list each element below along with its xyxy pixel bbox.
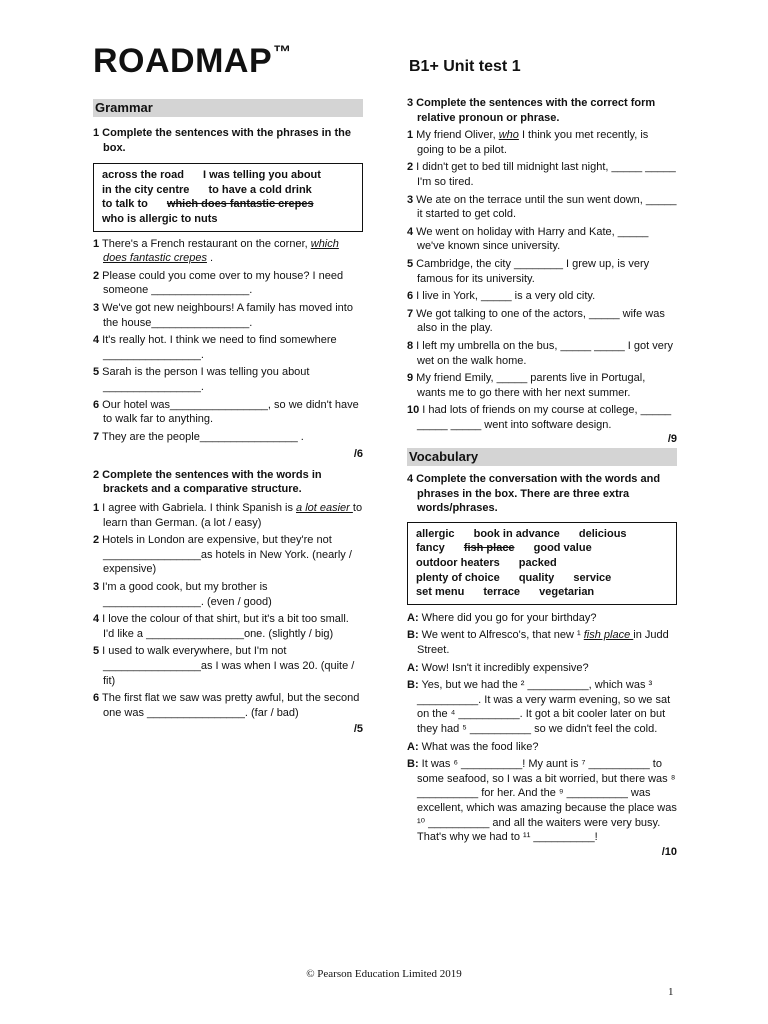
item-number: 1 bbox=[93, 237, 100, 250]
item-text: I think you met recently, is going to be a pilot. bbox=[417, 129, 649, 156]
exercise-item bbox=[407, 128, 677, 157]
exercise-item bbox=[407, 371, 677, 400]
task4-instruction: 4 Complete the conversation with the words and phrases in the box. There are three extra words/phrases. bbox=[407, 473, 661, 515]
item-text: to learn than German. (a lot / easy) bbox=[103, 502, 363, 529]
task2-score: /5 bbox=[353, 723, 363, 736]
exercise-item bbox=[93, 430, 363, 445]
page-number: 1 bbox=[668, 986, 674, 998]
item-text: . bbox=[206, 252, 214, 265]
item-text: We've got new neighbours! A family has moved into the house________________. bbox=[99, 301, 353, 329]
task2-items bbox=[93, 501, 363, 720]
item-text: Cambridge, the city ________ I grew up, is very famous for its university. bbox=[413, 257, 650, 285]
dialogue-line bbox=[407, 611, 677, 626]
item-number: 3 bbox=[93, 581, 100, 594]
item-number: 2 bbox=[93, 534, 100, 547]
box-phrase: fish place bbox=[463, 542, 515, 555]
speaker-label: A: bbox=[407, 740, 419, 753]
dialogue-line bbox=[407, 661, 677, 676]
item-text: I agree with Gabriela. I think Spanish is bbox=[99, 502, 297, 515]
exercise-item bbox=[407, 257, 677, 286]
item-text: The first flat we saw was pretty awful, but the second one was ________________. (far / bad) bbox=[99, 692, 360, 719]
exercise-item bbox=[93, 398, 363, 427]
item-number: 7 bbox=[407, 307, 414, 320]
exercise-item bbox=[93, 533, 363, 577]
item-text: I didn't get to bed till midnight last night, _____ _____ I'm so tired. bbox=[413, 161, 676, 188]
item-number: 3 bbox=[407, 193, 414, 206]
task1-items bbox=[93, 237, 363, 445]
item-text: I live in York, _____ is a very old city. bbox=[413, 290, 596, 303]
dialogue-line bbox=[407, 628, 677, 657]
box-phrase: service bbox=[573, 571, 612, 584]
exercise-item bbox=[407, 289, 677, 304]
speaker-label: A: bbox=[407, 611, 419, 624]
item-number: 4 bbox=[93, 334, 100, 347]
item-number: 8 bbox=[407, 339, 414, 352]
box-phrase: terrace bbox=[483, 586, 521, 599]
item-text: We got talking to one of the actors, _____ wife was also in the play. bbox=[413, 307, 665, 335]
box-phrase: book in advance bbox=[473, 527, 560, 540]
task4-score: /10 bbox=[661, 845, 677, 858]
speaker-label: A: bbox=[407, 661, 419, 674]
item-text: Sarah is the person I was telling you about ________________. bbox=[99, 366, 310, 393]
item-number: 9 bbox=[407, 372, 414, 385]
exercise-item bbox=[93, 580, 363, 609]
item-number: 4 bbox=[93, 613, 100, 626]
dialogue-text: Wow! Isn't it incredibly expensive? bbox=[418, 661, 589, 674]
speaker-label: B: bbox=[407, 679, 419, 692]
task2-instruction: 2 Complete the sentences with the words in brackets and a comparative structure. bbox=[93, 468, 322, 496]
item-number: 10 bbox=[407, 404, 420, 417]
item-text: I love the colour of that shirt, but it's a bit too small. I'd like a ________________one. (slightly / big) bbox=[99, 613, 349, 640]
item-text: Hotels in London are expensive, but they're not ________________as hotels in New York. (nearly / expensive) bbox=[99, 534, 352, 576]
box-phrase: quality bbox=[518, 571, 555, 584]
example-answer: fish place bbox=[583, 629, 634, 642]
item-number: 6 bbox=[407, 290, 414, 303]
box-phrase: to talk to bbox=[102, 198, 148, 211]
item-number: 5 bbox=[93, 645, 100, 658]
exercise-item bbox=[407, 403, 677, 432]
grammar-heading: Grammar bbox=[93, 99, 363, 117]
item-number: 1 bbox=[407, 129, 414, 142]
item-number: 6 bbox=[93, 398, 100, 411]
example-answer: who bbox=[498, 129, 519, 142]
exercise-item bbox=[93, 612, 363, 641]
box-phrase: outdoor heaters bbox=[416, 557, 500, 570]
task3-items bbox=[407, 128, 677, 432]
exercise-item bbox=[93, 501, 363, 530]
item-text: They are the people________________ . bbox=[99, 430, 304, 443]
exercise-item bbox=[93, 237, 363, 266]
task1-score: /6 bbox=[353, 448, 363, 461]
conversation bbox=[407, 611, 677, 845]
item-number: 2 bbox=[407, 161, 414, 174]
box-phrase: good value bbox=[533, 542, 592, 555]
dialogue-text: Yes, but we had the ² __________, which was ³ __________. It was a very warm evening, so we sat on the ⁴ __________. It got a bit cooler later on but they had ⁵ __________ so we didn't feel the cold. bbox=[417, 679, 671, 735]
word-box bbox=[407, 522, 677, 605]
item-text: I'm a good cook, but my brother is ________________. (even / good) bbox=[99, 581, 272, 608]
item-text: I had lots of friends on my course at college, _____ _____ _____ went into software design. bbox=[417, 404, 672, 431]
box-phrase: across the road bbox=[102, 169, 184, 182]
item-text: I left my umbrella on the bus, _____ _____ I got very wet on the walk home. bbox=[413, 339, 673, 367]
left-column bbox=[93, 99, 363, 737]
box-phrase: delicious bbox=[578, 527, 627, 540]
exercise-item bbox=[407, 193, 677, 222]
brand-title bbox=[93, 42, 292, 81]
box-phrase: allergic bbox=[416, 527, 455, 540]
item-text: We ate on the terrace until the sun went down, _____ it started to get cold. bbox=[413, 193, 677, 221]
dialogue-text: We went to Alfresco's, that new ¹ bbox=[418, 629, 584, 642]
box-phrase: set menu bbox=[416, 586, 465, 599]
item-number: 6 bbox=[93, 692, 100, 705]
item-number: 3 bbox=[93, 301, 100, 314]
item-text: It's really hot. I think we need to find somewhere ________________. bbox=[99, 334, 337, 361]
right-column bbox=[407, 96, 677, 859]
item-number: 1 bbox=[93, 502, 100, 515]
item-number: 2 bbox=[93, 269, 100, 282]
dialogue-text: Where did you go for your birthday? bbox=[418, 611, 597, 624]
exercise-item bbox=[93, 644, 363, 688]
item-text: I used to walk everywhere, but I'm not ________________as I was when I was 20. (quite / fit) bbox=[99, 645, 355, 687]
item-text: Our hotel was________________, so we didn't have to walk far to anything. bbox=[99, 398, 359, 426]
exercise-item bbox=[93, 691, 363, 720]
item-text: We went on holiday with Harry and Kate, _____ we've known since university. bbox=[413, 225, 649, 253]
exercise-item bbox=[407, 225, 677, 254]
dialogue-text: It was ⁶ __________! My aunt is ⁷ __________ to some seafood, so I was a bit worried, but there was ⁸ __________ for her. And the ⁹ __________ was excellent, which was amazing because the place was ¹⁰ __________ and all the waiters were very busy. That's why we had to ¹¹ __________! bbox=[417, 758, 677, 844]
brand-name: ROADMAP bbox=[93, 42, 273, 80]
box-phrase: which does fantastic crepes bbox=[166, 198, 314, 211]
exercise-item bbox=[93, 269, 363, 298]
task1-instruction: 1 Complete the sentences with the phrases in the box. bbox=[93, 127, 351, 154]
item-text: Please could you come over to my house? I need someone ________________. bbox=[99, 269, 344, 297]
item-text: My friend Oliver, bbox=[413, 129, 499, 142]
speaker-label: B: bbox=[407, 629, 419, 642]
vocabulary-heading: Vocabulary bbox=[407, 448, 677, 466]
exercise-item bbox=[93, 301, 363, 330]
exercise-item bbox=[93, 333, 363, 362]
item-number: 4 bbox=[407, 225, 414, 238]
speaker-label: B: bbox=[407, 758, 419, 771]
item-number: 5 bbox=[407, 257, 414, 270]
dialogue-text: What was the food like? bbox=[418, 740, 539, 753]
item-text: There's a French restaurant on the corner, bbox=[99, 237, 311, 250]
box-phrase: to have a cold drink bbox=[208, 183, 312, 196]
exercise-item bbox=[407, 339, 677, 368]
box-phrase: I was telling you about bbox=[202, 169, 321, 182]
exercise-item bbox=[93, 365, 363, 394]
box-phrase: vegetarian bbox=[539, 586, 595, 599]
example-answer: a lot easier bbox=[296, 502, 353, 515]
dialogue-line bbox=[407, 678, 677, 736]
dialogue-line bbox=[407, 757, 677, 845]
item-number: 5 bbox=[93, 366, 100, 379]
box-phrase: fancy bbox=[416, 542, 445, 555]
unit-title: B1+ Unit test 1 bbox=[409, 58, 521, 75]
exercise-item bbox=[407, 160, 677, 189]
item-text: My friend Emily, _____ parents live in Portugal, wants me to go there with her next summer. bbox=[413, 372, 646, 399]
box-phrase: plenty of choice bbox=[416, 571, 500, 584]
example-answer: which does fantastic crepes bbox=[103, 237, 339, 265]
box-phrase: who is allergic to nuts bbox=[102, 212, 218, 225]
box-phrase: packed bbox=[518, 557, 557, 570]
trademark-symbol: ™ bbox=[273, 42, 292, 62]
task3-score: /9 bbox=[667, 433, 677, 446]
phrase-box bbox=[93, 163, 363, 231]
task3-instruction: 3 Complete the sentences with the correct form relative pronoun or phrase. bbox=[407, 97, 656, 124]
dialogue-line bbox=[407, 740, 677, 755]
item-number: 7 bbox=[93, 430, 100, 443]
exercise-item bbox=[407, 307, 677, 336]
copyright-footer: © Pearson Education Limited 2019 bbox=[306, 968, 462, 980]
box-phrase: in the city centre bbox=[102, 183, 190, 196]
dialogue-text: in Judd Street. bbox=[417, 629, 669, 656]
